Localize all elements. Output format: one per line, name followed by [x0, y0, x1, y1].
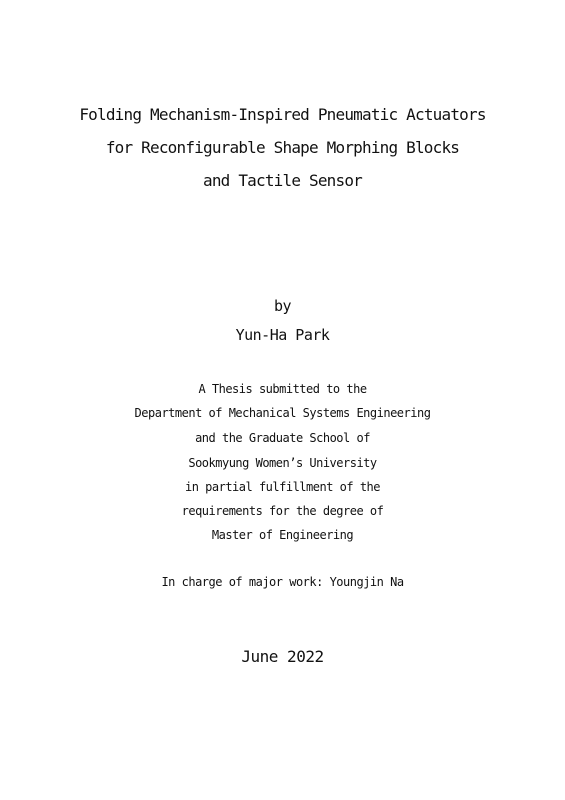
by-label: by [273, 297, 292, 315]
graduate-school-line: and the Graduate School of [195, 431, 370, 445]
submission-date: June 2022 [241, 647, 324, 666]
thesis-title-line-3: and Tactile Sensor [203, 171, 362, 190]
fulfillment-line: in partial fulfillment of the [184, 480, 380, 494]
department-line: Department of Mechanical Systems Engineering [134, 406, 431, 420]
major-work-supervisor-line: In charge of major work: Youngjin Na [161, 575, 404, 589]
thesis-title-line-1: Folding Mechanism-Inspired Pneumatic Actuators [79, 105, 486, 124]
submission-line-1: A Thesis submitted to the [198, 382, 367, 396]
degree-name-line: Master of Engineering [211, 528, 354, 542]
university-line: Sookmyung Women’s University [188, 456, 377, 470]
degree-requirements-line: requirements for the degree of [181, 504, 384, 518]
thesis-title-line-2: for Reconfigurable Shape Morphing Blocks [105, 138, 460, 157]
author-name: Yun-Ha Park [235, 326, 330, 344]
